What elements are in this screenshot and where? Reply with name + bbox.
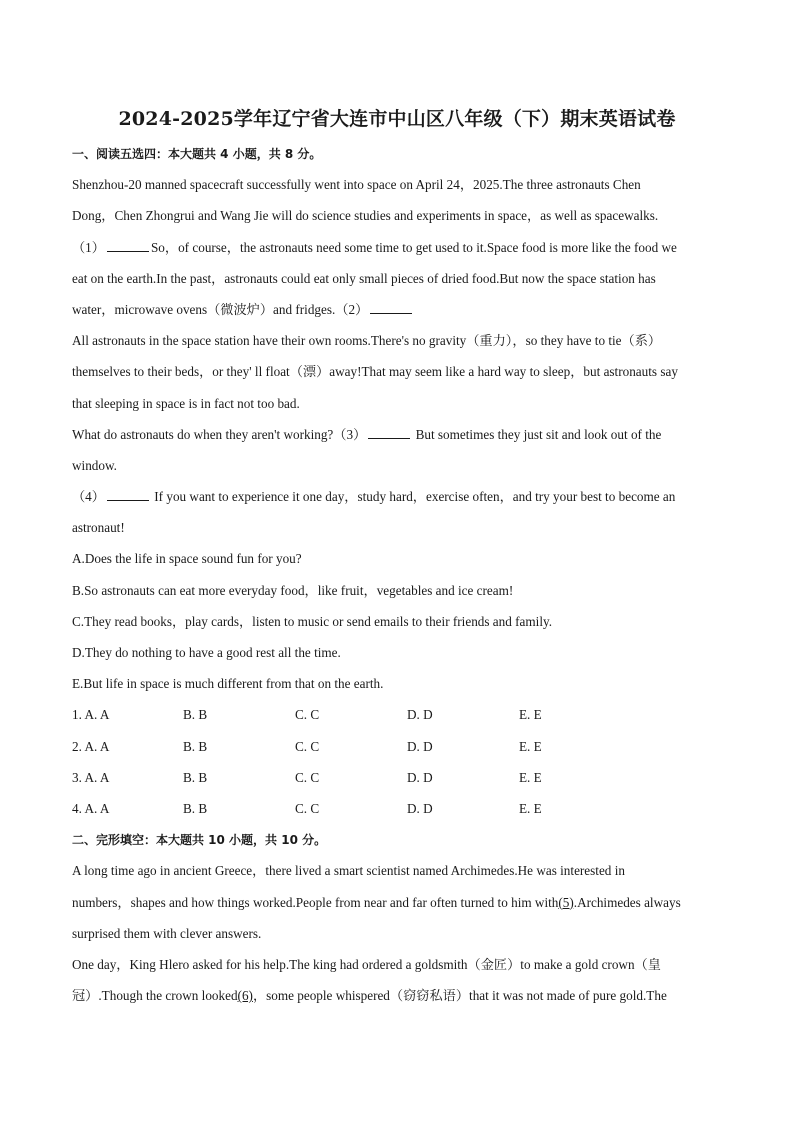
answer-choice[interactable]: D. D	[407, 769, 433, 785]
answer-choice[interactable]: C. C	[295, 800, 320, 816]
answer-choice[interactable]: E. E	[519, 769, 542, 785]
answer-choice[interactable]: 2. A. A	[72, 738, 110, 754]
blank-1[interactable]	[107, 237, 149, 252]
blank-6[interactable]: (6)	[237, 988, 253, 1004]
section2-heading: 二、完形填空：本大题共 10 小题，共 10 分。	[72, 833, 327, 848]
passage-line: surprised them with clever answers.	[72, 925, 262, 941]
passage-line: that sleeping in space is in fact not too bad.	[72, 395, 300, 411]
passage-line: themselves to their beds，or they' ll float（漂）away!That may seem like a hard way to sleep，but astronauts say	[72, 364, 678, 380]
answer-choice[interactable]: C. C	[295, 738, 320, 754]
answer-choice[interactable]: E. E	[519, 738, 542, 754]
blank-1-label: （1）	[72, 239, 105, 255]
passage-line: eat on the earth.In the past，astronauts could eat only small pieces of dried food.But now the space station has	[72, 270, 656, 286]
answer-row	[72, 767, 720, 798]
blank-2[interactable]	[370, 299, 412, 314]
answer-choice[interactable]: D. D	[407, 800, 433, 816]
exam-content	[72, 143, 720, 1016]
answer-row	[72, 798, 720, 829]
option-line: C.They read books，play cards，listen to music or send emails to their friends and family.	[72, 613, 553, 629]
answer-choice[interactable]: D. D	[407, 707, 433, 723]
option-line: D.They do nothing to have a good rest all the time.	[72, 645, 341, 660]
passage-line: A long time ago in ancient Greece，there lived a smart scientist named Archimedes.He was interested in	[72, 863, 625, 879]
passage-line: One day，King Hlero asked for his help.The king had ordered a goldsmith（金匠）to make a gold crown（皇	[72, 956, 661, 972]
passage-line: 冠）.Though the crown looked(6)，some people whispered（窃窃私语）that it was not made of pure gold.The	[72, 988, 667, 1004]
option-line: A.Does the life in space sound fun for you?	[72, 551, 302, 567]
answer-choice[interactable]: E. E	[519, 800, 542, 816]
answer-row	[72, 736, 720, 767]
answer-choice[interactable]: 3. A. A	[72, 769, 110, 785]
option-line: B.So astronauts can eat more everyday food，like fruit，vegetables and ice cream!	[72, 582, 514, 598]
answer-choice[interactable]: 4. A. A	[72, 800, 110, 816]
answer-choice[interactable]: D. D	[407, 738, 433, 754]
answer-choice[interactable]: B. B	[183, 800, 208, 816]
passage-line: （4） If you want to experience it one day，study hard，exercise often，and try your best to become an	[72, 486, 720, 517]
blank-4[interactable]	[107, 486, 149, 501]
section1-heading: 一、阅读五选四：本大题共 4 小题，共 8 分。	[72, 147, 322, 161]
blank-3[interactable]	[368, 424, 410, 439]
answer-choice[interactable]: B. B	[183, 738, 208, 754]
answer-choice[interactable]: C. C	[295, 707, 320, 723]
blank-5[interactable]: (5)	[558, 894, 574, 910]
passage-line: What do astronauts do when they aren't working?（3） But sometimes they just sit and look out of the	[72, 424, 720, 455]
passage-line: astronaut!	[72, 520, 125, 536]
exam-title: 2024-2025学年辽宁省大连市中山区八年级（下）期末英语试卷	[118, 108, 676, 130]
answer-choice[interactable]: B. B	[183, 769, 208, 785]
answer-row	[72, 704, 720, 735]
option-line: E.But life in space is much different from that on the earth.	[72, 676, 384, 692]
answer-choice[interactable]: E. E	[519, 707, 542, 723]
passage-line: （1） So，of course，the astronauts need some time to get used to it.Space food is more like the food we	[72, 237, 720, 268]
passage-line: Shenzhou-20 manned spacecraft successfully went into space on April 24，2025.The three astronauts Chen	[72, 177, 641, 193]
answer-choice[interactable]: B. B	[183, 707, 208, 723]
passage-line: window.	[72, 457, 117, 473]
passage-line: All astronauts in the space station have their own rooms.There's no gravity（重力），so they have to tie（系）	[72, 333, 662, 349]
passage-line: numbers，shapes and how things worked.People from near and far often turned to him with(5).Archimedes always	[72, 894, 681, 910]
answer-choice[interactable]: C. C	[295, 769, 320, 785]
passage-line: water，microwave ovens（微波炉）and fridges.（2）	[72, 299, 720, 330]
answer-choice[interactable]: 1. A. A	[72, 707, 110, 723]
passage-line: Dong，Chen Zhongrui and Wang Jie will do science studies and experiments in space，as well as spacewalks.	[72, 208, 659, 224]
